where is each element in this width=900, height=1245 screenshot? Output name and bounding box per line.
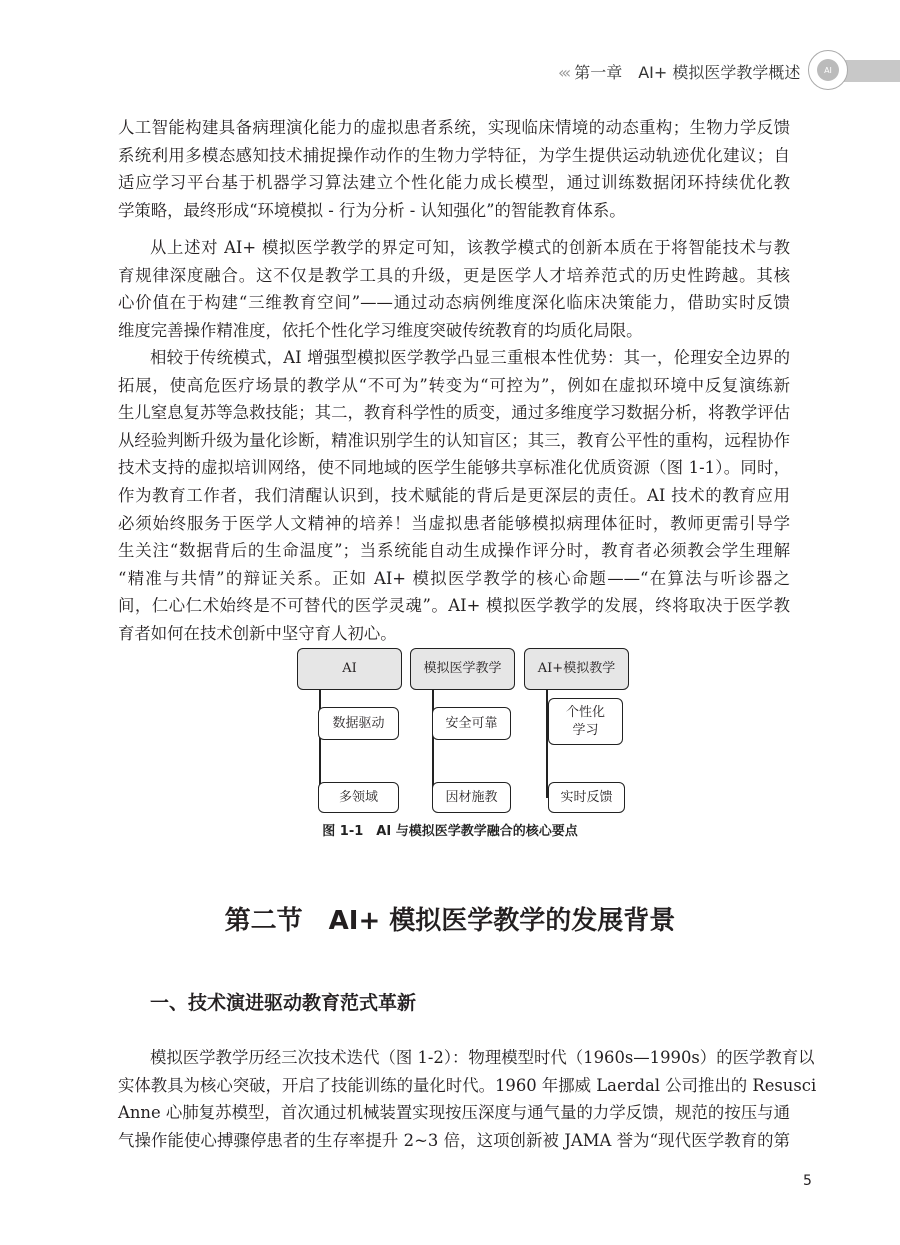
connector-line	[319, 688, 321, 797]
diagram-item-box: 数据驱动	[318, 707, 399, 740]
chapter-title: 第一章 AI+ 模拟医学教学概述	[574, 63, 801, 82]
text-line: 气操作能使心搏骤停患者的生存率提升 2~3 倍，这项创新被 JAMA 誉为“现代医学教育的第	[118, 1130, 790, 1150]
page-number: 5	[803, 1173, 812, 1189]
text-line: 间，仁心仁术始终是不可替代的医学灵魂”。AI+ 模拟医学教学的发展，终将取决于医学教	[118, 596, 790, 616]
text-line: 从上述对 AI+ 模拟医学教学的界定可知，该教学模式的创新本质在于将智能技术与教	[150, 238, 790, 257]
text-line: “精准与共情”的辩证关系。正如 AI+ 模拟医学教学的核心命题——“在算法与听诊器之	[118, 568, 790, 588]
text-line: 拓展，使高危医疗场景的教学从“不可为”转变为“可控为”，例如在虚拟环境中反复演练新	[118, 375, 790, 395]
text-line: 相较于传统模式，AI 增强型模拟医学教学凸显三重根本性优势：其一，伦理安全边界的	[150, 348, 790, 367]
text-line: 育者如何在技术创新中坚守育人初心。	[118, 624, 397, 643]
text-line: 学策略，最终形成“环境模拟 - 行为分析 - 认知强化”的智能教育体系。	[118, 200, 626, 220]
figure-caption: 图 1-1 AI 与模拟医学教学融合的核心要点	[322, 824, 578, 839]
text-line: 维度完善操作精准度，依托个性化学习维度突破传统教育的均质化局限。	[118, 320, 643, 340]
text-line: 从经验判断升级为量化诊断，精准识别学生的认知盲区；其三，教育公平性的重构，远程协作	[118, 430, 791, 450]
text-line: 生关注“数据背后的生命温度”；当系统能自动生成操作评分时，教育者必须教会学生理解	[118, 541, 790, 561]
text-line: 实体教具为核心突破，开启了技能训练的量化时代。1960 年挪威 Laerdal 公司推出的 Resusci	[118, 1075, 817, 1095]
text-line: 必须始终服务于医学人文精神的培养！当虚拟患者能够模拟病理体征时，教师更需引导学	[118, 513, 790, 533]
text-line: 系统利用多模态感知技术捕捉操作动作的生物力学特征，为学生提供运动轨迹优化建议；自	[118, 145, 790, 165]
diagram-item-box: 多领域	[318, 782, 399, 813]
diagram-item-box: 个性化学习	[548, 698, 623, 745]
chevrons-icon: ‹‹‹	[558, 63, 569, 82]
text-line: 生儿窒息复苏等急救技能；其二，教育科学性的质变，通过多维度学习数据分析，将教学评估	[118, 403, 791, 423]
section-title: 第二节 AI+ 模拟医学教学的发展背景	[224, 906, 676, 936]
diagram-header-box: AI+模拟教学	[524, 648, 629, 690]
diagram-header-box: 模拟医学教学	[410, 648, 515, 690]
diagram-item-box: 因材施教	[432, 782, 511, 813]
diagram-header-box: AI	[297, 648, 402, 690]
running-header	[558, 60, 800, 83]
ai-head-logo-icon	[808, 50, 848, 90]
text-line: 作为教育工作者，我们清醒认识到，技术赋能的背后是更深层的责任。AI 技术的教育应用	[118, 486, 790, 505]
diagram-item-box: 安全可靠	[432, 707, 511, 740]
text-line: 模拟医学教学历经三次技术迭代（图 1-2）：物理模型时代（1960s—1990s）的医学教育以	[150, 1048, 815, 1067]
text-line: 育规律深度融合。这不仅是教学工具的升级，更是医学人才培养范式的历史性跨越。其核	[118, 265, 790, 285]
text-line: 人工智能构建具备病理演化能力的虚拟患者系统，实现临床情境的动态重构；生物力学反馈	[118, 118, 790, 137]
logo-text: AI	[817, 59, 839, 81]
subheading: 一、技术演进驱动教育范式革新	[150, 992, 417, 1014]
text-line: 心价值在于构建“三维教育空间”——通过动态病例维度深化临床决策能力，借助实时反馈	[118, 293, 790, 313]
text-line: 适应学习平台基于机器学习算法建立个性化能力成长模型，通过训练数据闭环持续优化教	[118, 173, 790, 193]
text-line: 技术支持的虚拟培训网络，使不同地域的医学生能够共享标准化优质资源（图 1-1）。同时，	[118, 458, 790, 478]
text-line: Anne 心肺复苏模型，首次通过机械装置实现按压深度与通气量的力学反馈，规范的按压与通	[118, 1103, 790, 1123]
connector-line	[432, 688, 434, 797]
diagram-item-box: 实时反馈	[548, 782, 625, 813]
